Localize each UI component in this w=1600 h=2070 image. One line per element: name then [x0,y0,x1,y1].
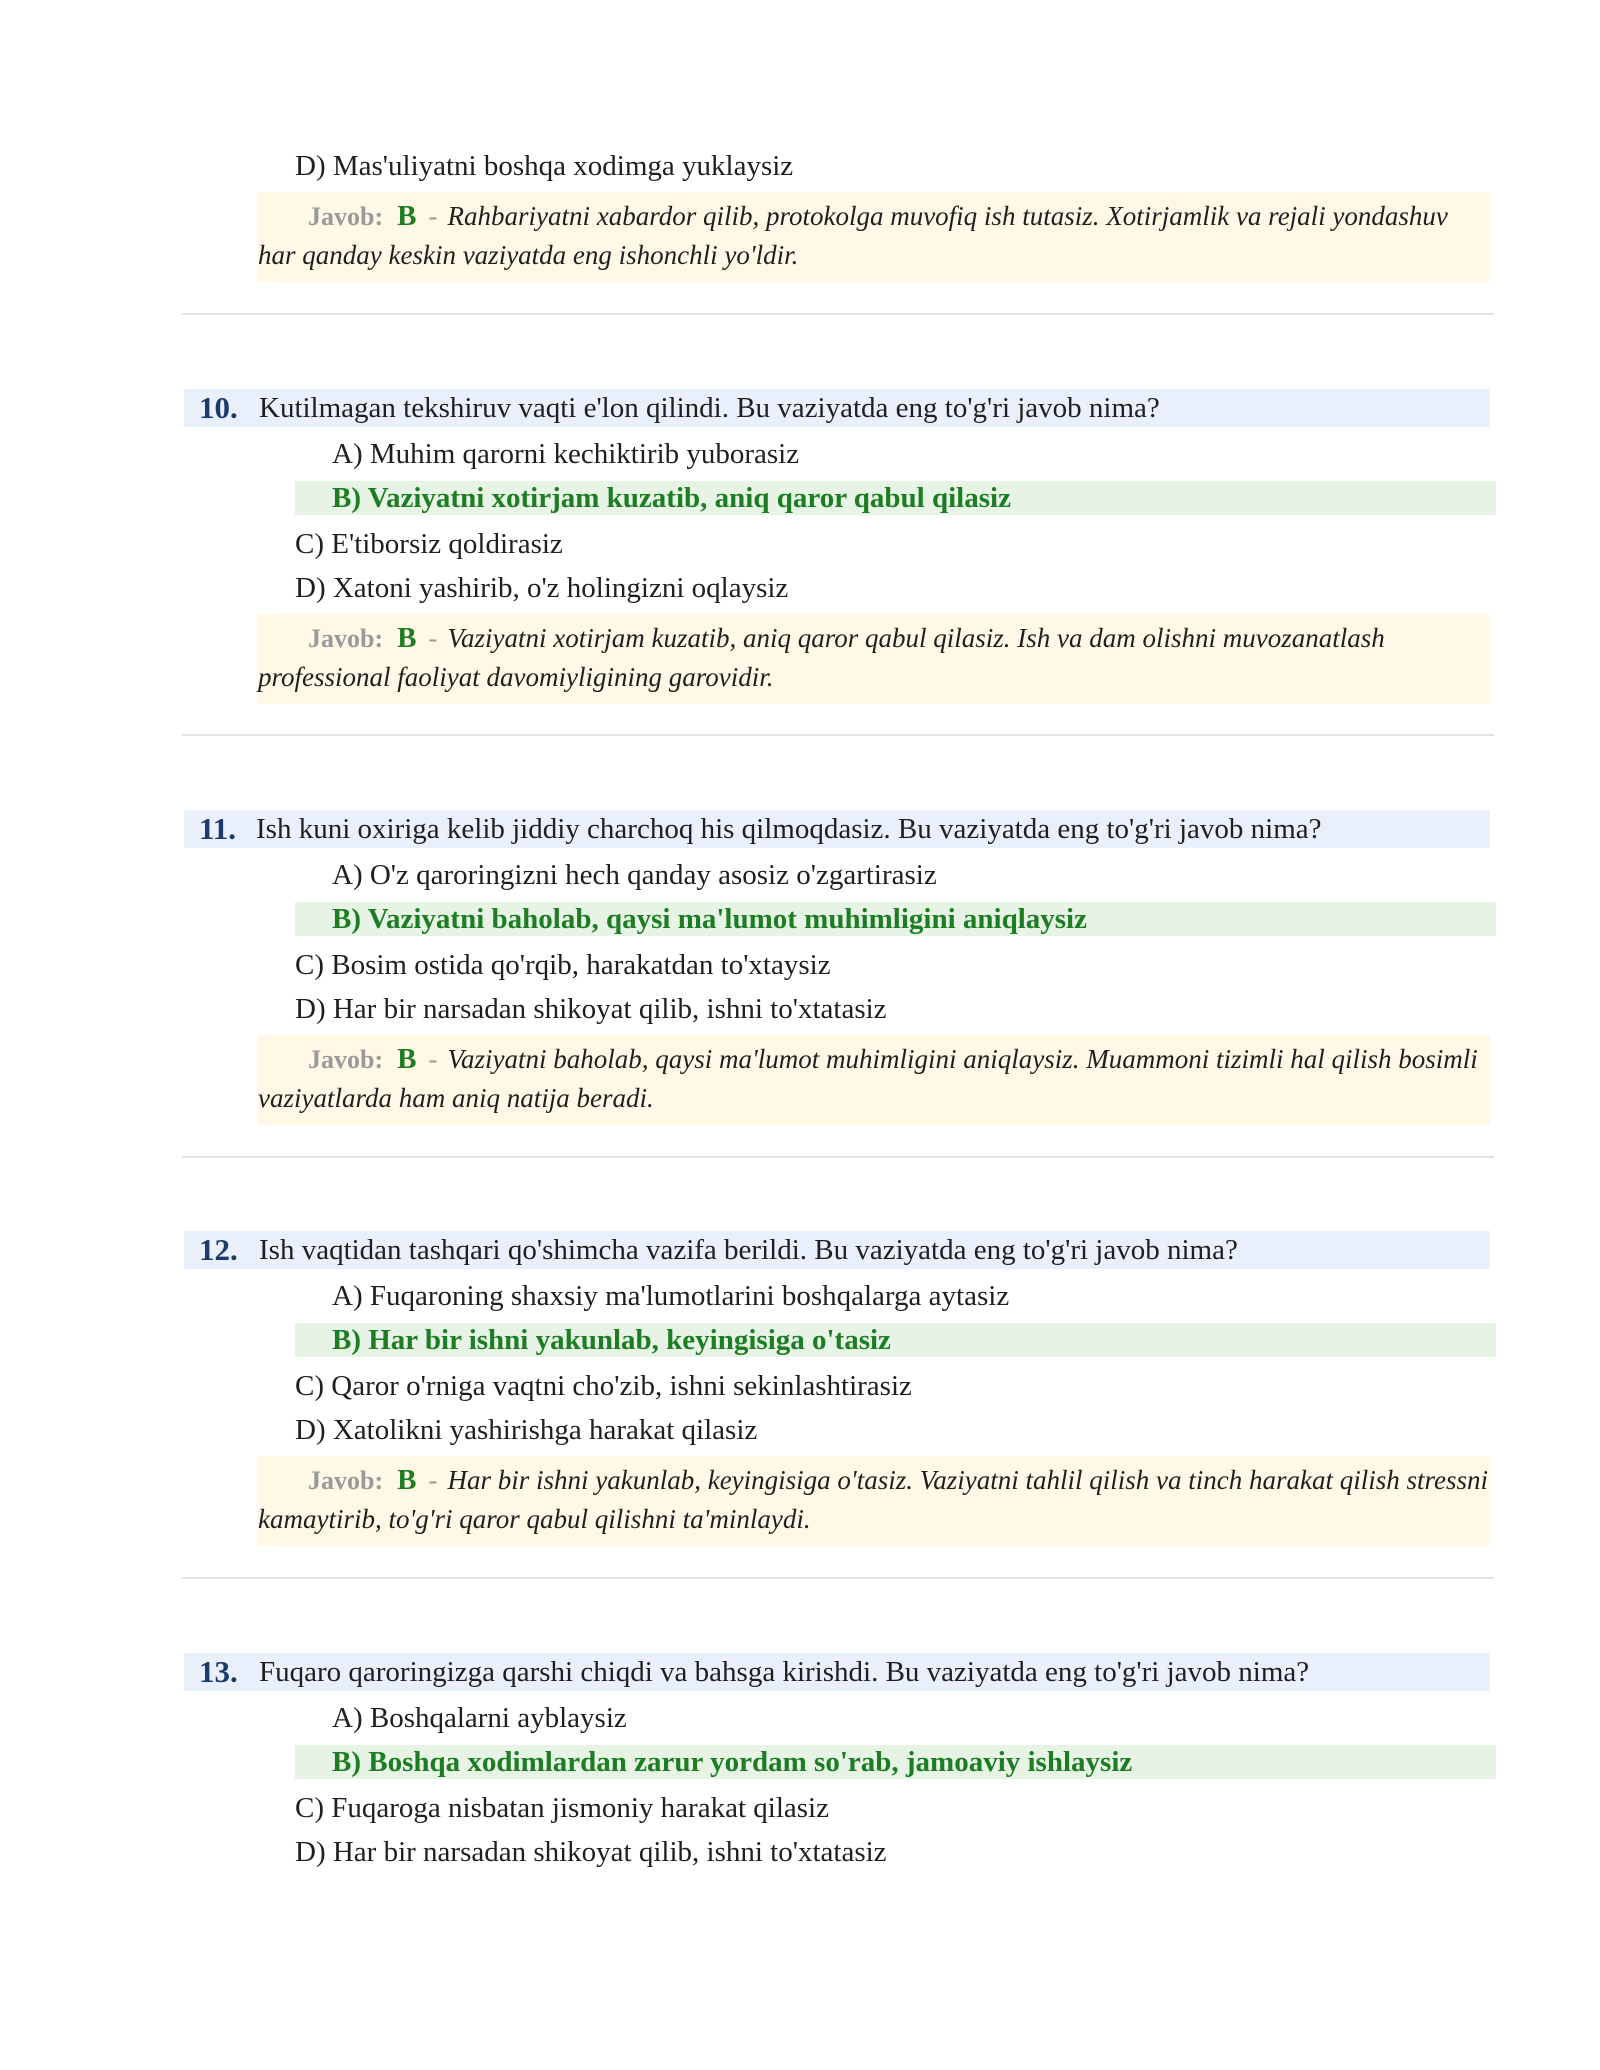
answer-dash: - [428,1465,438,1495]
divider [182,313,1494,315]
q11-option-a: A) O'z qaroringizni hech qanday asosiz o'zgartirasiz [332,859,937,891]
question-number: 13. [199,1654,238,1689]
question-text: Ish kuni oxiriga kelib jiddiy charchoq his qilmoqdasiz. Bu vaziyatda eng to'g'ri javob nima? [256,813,1322,845]
q9-answer-box [258,192,1490,282]
answer-explanation: Vaziyatni baholab, qaysi ma'lumot muhimligini aniqlaysiz. Muammoni tizimli hal qilish bosimli vaziyatlarda ham aniq natija beradi. [258,1044,1478,1113]
q12-option-a: A) Fuqaroning shaxsiy ma'lumotlarini boshqalarga aytasiz [332,1280,1010,1312]
q13-option-c: C) Fuqaroga nisbatan jismoniy harakat qilasiz [295,1792,829,1824]
divider [182,1156,1494,1158]
question-text: Ish vaqtidan tashqari qo'shimcha vazifa berildi. Bu vaziyatda eng to'g'ri javob nima? [259,1234,1238,1266]
q11-option-b-text: B) Vaziyatni baholab, qaysi ma'lumot muhimligini aniqlaysiz [332,903,1087,935]
divider [182,1577,1494,1579]
q12-option-d: D) Xatolikni yashirishga harakat qilasiz [295,1414,758,1446]
q13-option-a: A) Boshqalarni ayblaysiz [332,1702,627,1734]
q11-option-c: C) Bosim ostida qo'rqib, harakatdan to'xtaysiz [295,949,831,981]
q11-option-b-correct [295,902,1496,936]
q11-option-d: D) Har bir narsadan shikoyat qilib, ishni to'xtatasiz [295,993,887,1025]
answer-letter: B [397,200,417,232]
q9-option-d: D) Mas'uliyatni boshqa xodimga yuklaysiz [295,150,794,182]
answer-dash: - [428,201,438,231]
answer-letter: B [397,1043,417,1075]
question-text: Fuqaro qaroringizga qarshi chiqdi va bahsga kirishdi. Bu vaziyatda eng to'g'ri javob nima? [259,1656,1310,1688]
question-number: 12. [199,1232,238,1267]
q10-option-d: D) Xatoni yashirib, o'z holingizni oqlaysiz [295,572,789,604]
answer-letter: B [397,622,417,654]
question-text: Kutilmagan tekshiruv vaqti e'lon qilindi. Bu vaziyatda eng to'g'ri javob nima? [259,392,1160,424]
answer-explanation: Rahbariyatni xabardor qilib, protokolga muvofiq ish tutasiz. Xotirjamlik va rejali yondashuv har qanday keskin vaziyatda eng ishonchli yo'ldir. [258,201,1448,270]
answer-letter: B [397,1464,417,1496]
answer-explanation: Har bir ishni yakunlab, keyingisiga o'tasiz. Vaziyatni tahlil qilish va tinch harakat qilish stressni kamaytirib, to'g'ri qaror qabul qilishni ta'minlaydi. [258,1465,1488,1534]
answer-label: Javob: [308,1466,384,1495]
answer-dash: - [428,623,438,653]
q12-option-b-text: B) Har bir ishni yakunlab, keyingisiga o'tasiz [332,1324,891,1356]
q13-option-b-correct [295,1745,1496,1779]
q11-answer-box [258,1035,1490,1125]
q12-answer-box [258,1456,1490,1546]
divider [182,734,1494,736]
q12-option-c: C) Qaror o'rniga vaqtni cho'zib, ishni sekinlashtirasiz [295,1370,912,1402]
question-number: 10. [199,390,238,425]
q13-option-d: D) Har bir narsadan shikoyat qilib, ishni to'xtatasiz [295,1836,887,1868]
question-number: 11. [199,811,237,846]
q12-option-b-correct [295,1323,1496,1357]
answer-label: Javob: [308,624,384,653]
q10-option-a: A) Muhim qarorni kechiktirib yuborasiz [332,438,800,470]
answer-explanation: Vaziyatni xotirjam kuzatib, aniq qaror qabul qilasiz. Ish va dam olishni muvozanatlash professional faoliyat davomiyligining garovidir. [258,623,1385,692]
q10-answer-box [258,614,1490,704]
answer-label: Javob: [308,1045,384,1074]
answer-label: Javob: [308,202,384,231]
q10-option-b-correct [295,481,1496,515]
q10-option-b-text: B) Vaziyatni xotirjam kuzatib, aniq qaror qabul qilasiz [332,482,1011,514]
q10-option-c: C) E'tiborsiz qoldirasiz [295,528,563,560]
q13-option-b-text: B) Boshqa xodimlardan zarur yordam so'rab, jamoaviy ishlaysiz [332,1746,1133,1778]
answer-dash: - [428,1044,438,1074]
